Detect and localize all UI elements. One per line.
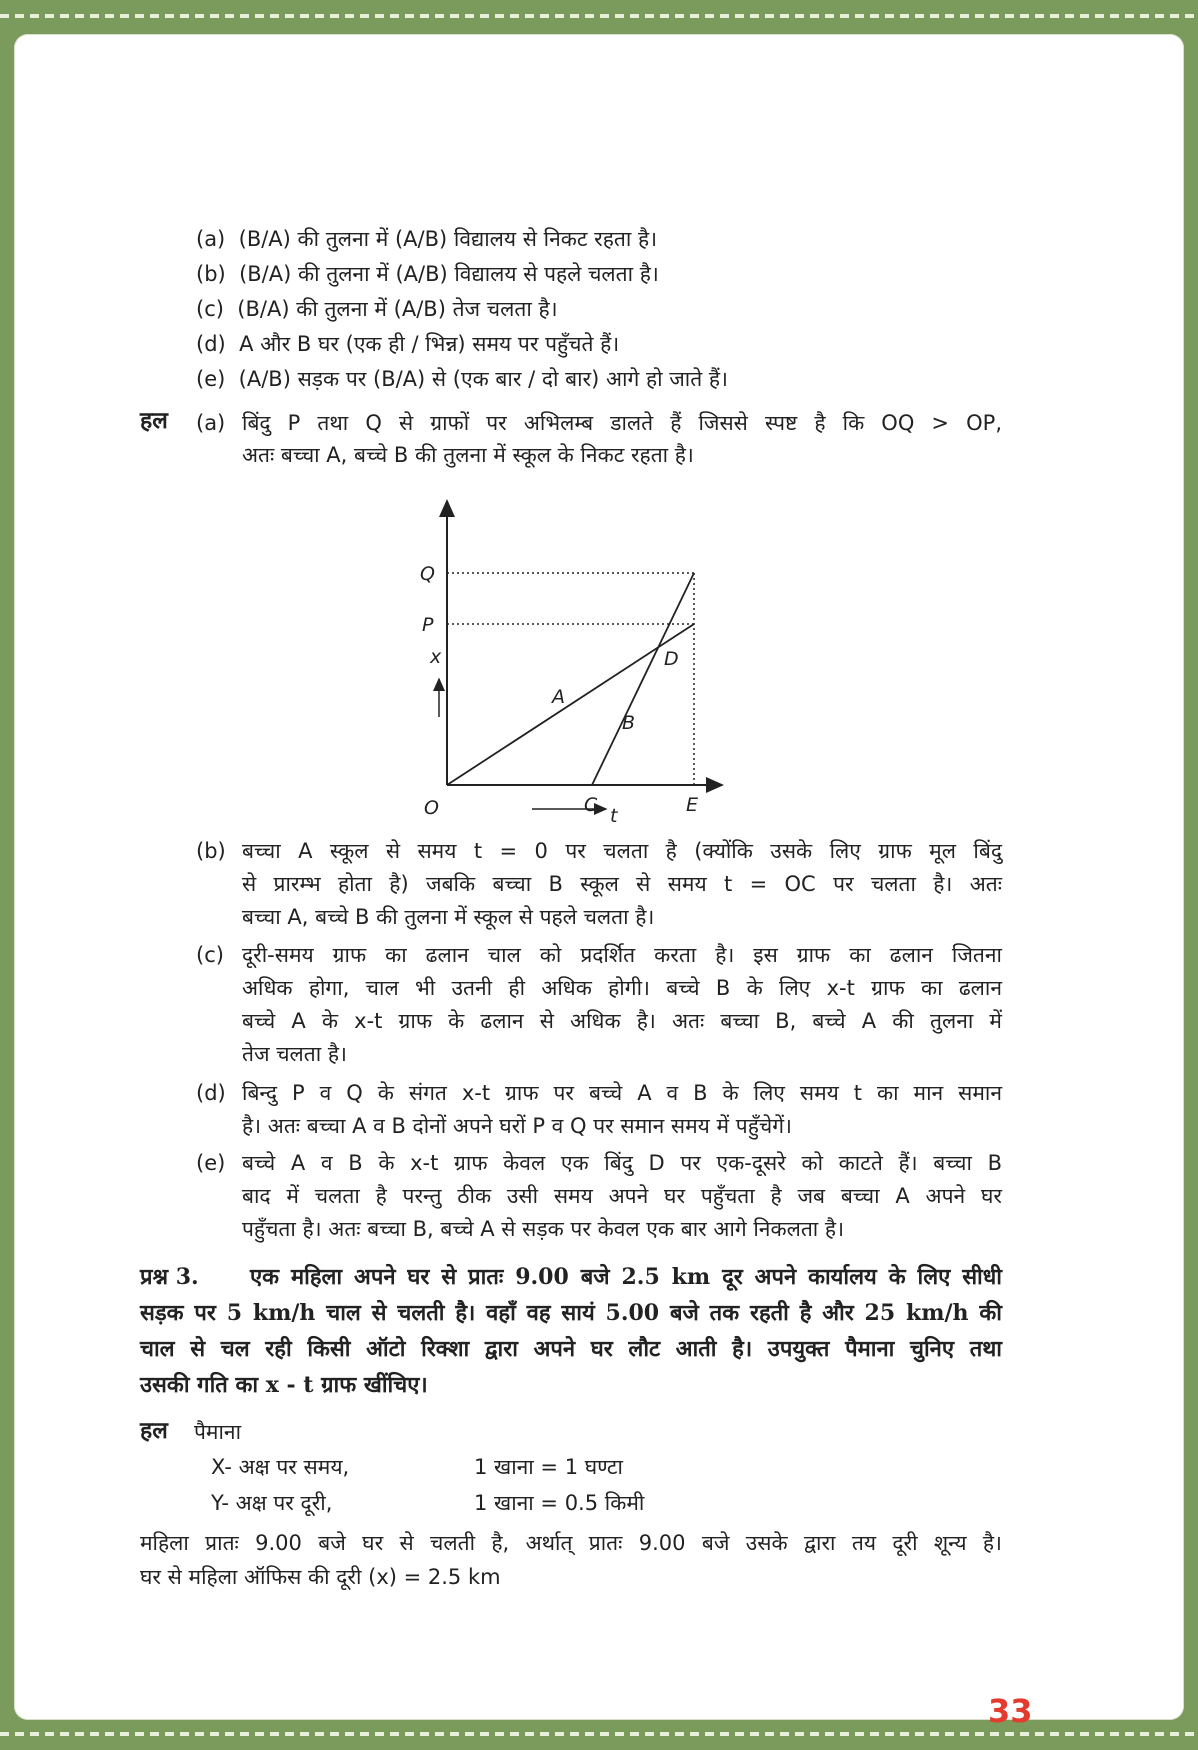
bottom-dashed-border bbox=[0, 1732, 1198, 1736]
option-e bbox=[196, 364, 728, 394]
solution-a-line2: अतः बच्चा A, बच्चे B की तुलना में स्कूल के निकट रहता है। bbox=[242, 443, 694, 467]
x-axis-scale-value: 1 खाना = 1 घण्टा bbox=[474, 1455, 623, 1479]
solution-a-label: (a) bbox=[196, 411, 226, 435]
option-e-text: (A/B) सड़क पर (B/A) से (एक बार / दो बार) आगे हो जाते हैं। bbox=[238, 367, 728, 391]
label-c: C bbox=[584, 794, 598, 816]
solution-d-label: (d) bbox=[196, 1081, 226, 1105]
solution3-scale: पैमाना bbox=[194, 1420, 242, 1444]
option-c bbox=[196, 294, 558, 324]
label-e: E bbox=[686, 794, 699, 816]
option-d-text: A और B घर (एक ही / भिन्न) समय पर पहुँचते हैं। bbox=[239, 332, 620, 356]
page-sheet bbox=[14, 34, 1184, 1730]
option-c-text: (B/A) की तुलना में (A/B) तेज चलता है। bbox=[237, 297, 558, 321]
solution-c-line2: अधिक होगा, चाल भी उतनी ही अधिक होगी। बच्चे B के लिए x-t ग्राफ का ढलान bbox=[242, 976, 1002, 1000]
solution-heading: हल bbox=[140, 407, 168, 434]
solution-d-line1: बिन्दु P व Q के संगत x-t ग्राफ पर बच्चे A व B के लिए समय t का मान समान bbox=[242, 1081, 1002, 1105]
label-d: D bbox=[664, 648, 679, 670]
solution-b-line3: बच्चा A, बच्चे B की तुलना में स्कूल से पहले चलता है। bbox=[242, 905, 655, 929]
solution-e-line3: पहुँचता है। अतः बच्चा B, बच्चे A से सड़क पर केवल एक बार आगे निकलता है। bbox=[242, 1217, 845, 1241]
label-o: O bbox=[424, 797, 439, 819]
solution-b-line2: से प्रारम्भ होता है) जबकि बच्चा B स्कूल से समय t = OC पर चलता है। अतः bbox=[242, 872, 1002, 896]
label-t: t bbox=[610, 805, 618, 827]
option-a-label: (a) bbox=[196, 227, 226, 251]
label-b: B bbox=[622, 712, 636, 734]
question3-label: प्रश्न 3. bbox=[140, 1264, 199, 1290]
solution3-para-line2: घर से महिला ऑफिस की दूरी (x) = 2.5 km bbox=[140, 1565, 501, 1589]
option-a bbox=[196, 224, 657, 254]
option-e-label: (e) bbox=[196, 367, 226, 391]
x-axis-scale-label: X- अक्ष पर समय, bbox=[211, 1455, 350, 1479]
solution-b-line1: बच्चा A स्कूल से समय t = 0 पर चलता है (क्योंकि उसके लिए ग्राफ मूल बिंदु bbox=[242, 839, 1002, 863]
option-d bbox=[196, 329, 619, 359]
solution-c-label: (c) bbox=[196, 943, 224, 967]
solution-a-line1: बिंदु P तथा Q से ग्राफों पर अभिलम्ब डालते हैं जिससे स्पष्ट है कि OQ > OP, bbox=[242, 411, 1002, 435]
page-number: 33 bbox=[988, 1692, 1033, 1730]
solution3-heading: हल bbox=[140, 1417, 168, 1444]
question3-line1: एक महिला अपने घर से प्रातः 9.00 बजे 2.5 km दूर अपने कार्यालय के लिए सीधी bbox=[250, 1264, 1002, 1290]
option-b bbox=[196, 259, 659, 289]
question3-line3: चाल से चल रही किसी ऑटो रिक्शा द्वारा अपने घर लौट आती है। उपयुक्त पैमाना चुनिए तथा bbox=[140, 1336, 1002, 1362]
y-axis-scale-label: Y- अक्ष पर दूरी, bbox=[211, 1491, 333, 1515]
line-b bbox=[592, 573, 694, 785]
label-a: A bbox=[552, 686, 565, 708]
option-b-text: (B/A) की तुलना में (A/B) विद्यालय से पहले चलता है। bbox=[239, 262, 659, 286]
solution-c-line1: दूरी-समय ग्राफ का ढलान चाल को प्रदर्शित करता है। इस ग्राफ का ढलान जितना bbox=[242, 943, 1002, 967]
solution-e-line2: बाद में चलता है परन्तु ठीक उसी समय अपने घर पहुँचता है जब बच्चा A अपने घर bbox=[242, 1184, 1002, 1208]
xt-graph-figure bbox=[414, 489, 744, 829]
solution3-para-line1: महिला प्रातः 9.00 बजे घर से चलती है, अर्थात् प्रातः 9.00 बजे उसके द्वारा तय दूरी शून्य है। bbox=[140, 1531, 1002, 1555]
question3-line4: उसकी गति का x - t ग्राफ खींचिए। bbox=[140, 1372, 428, 1398]
solution-e-line1: बच्चे A व B के x-t ग्राफ केवल एक बिंदु D पर एक-दूसरे को काटते हैं। बच्चा B bbox=[242, 1151, 1002, 1175]
solution-e-label: (e) bbox=[196, 1151, 226, 1175]
solution-c-line3: बच्चे A के x-t ग्राफ के ढलान से अधिक है। अतः बच्चा B, बच्चे A की तुलना में bbox=[242, 1009, 1002, 1033]
label-p: P bbox=[422, 614, 434, 636]
solution-b-label: (b) bbox=[196, 839, 226, 863]
option-c-label: (c) bbox=[196, 297, 224, 321]
y-axis-scale-value: 1 खाना = 0.5 किमी bbox=[474, 1491, 645, 1515]
option-d-label: (d) bbox=[196, 332, 226, 356]
option-b-label: (b) bbox=[196, 262, 226, 286]
label-x: x bbox=[430, 646, 442, 668]
question3-line2: सड़क पर 5 km/h चाल से चलती है। वहाँ वह सायं 5.00 बजे तक रहती है और 25 km/h की bbox=[140, 1300, 1002, 1326]
page-content bbox=[14, 34, 1184, 1730]
option-a-text: (B/A) की तुलना में (A/B) विद्यालय से निकट रहता है। bbox=[238, 227, 658, 251]
solution-d-line2: है। अतः बच्चा A व B दोनों अपने घरों P व Q पर समान समय में पहुँचेगें। bbox=[242, 1114, 792, 1138]
label-q: Q bbox=[420, 563, 435, 585]
solution-c-line4: तेज चलता है। bbox=[242, 1042, 347, 1066]
top-dashed-border bbox=[0, 14, 1198, 18]
